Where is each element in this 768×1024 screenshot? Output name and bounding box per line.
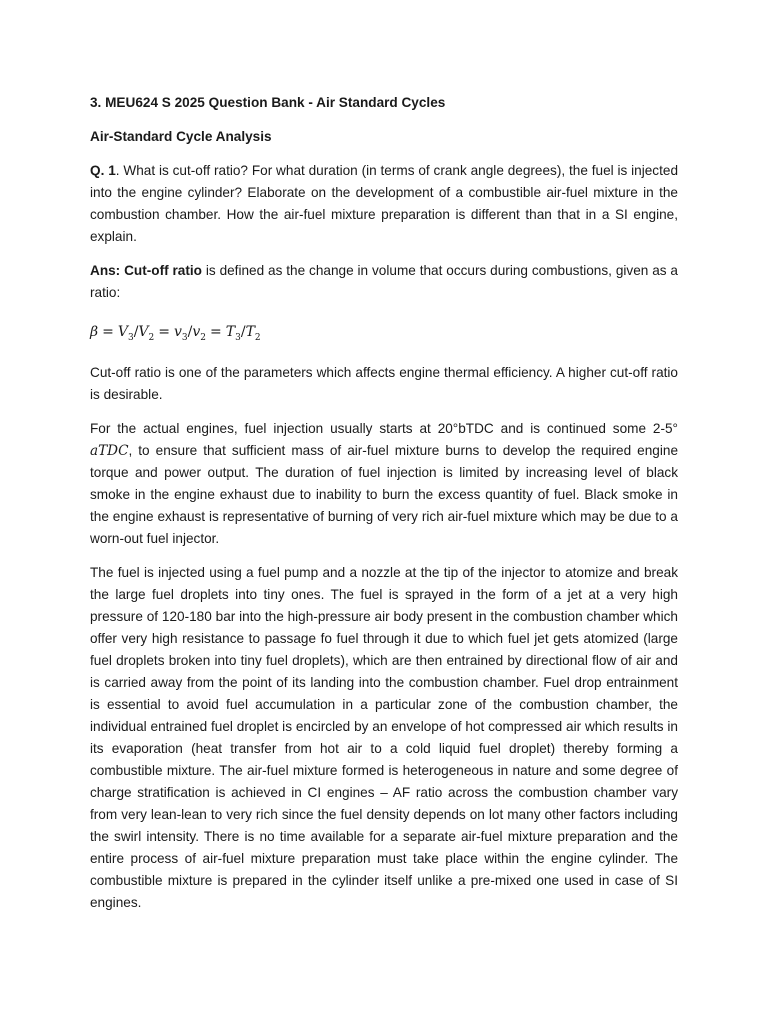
eq-v3-sub: 3 <box>181 332 188 343</box>
eq-V3-sub: 3 <box>127 332 134 343</box>
document-page <box>90 92 678 926</box>
eq-V3: V <box>117 324 128 340</box>
answer-label: Ans: <box>90 263 121 278</box>
eq-T2-sub: 2 <box>254 332 261 343</box>
answer-paragraph <box>90 260 678 304</box>
eq-slash-1: / <box>133 324 139 340</box>
document-title: 3. MEU624 S 2025 Question Bank - Air Standard Cycles <box>90 95 446 110</box>
cutoff-paragraph: Cut-off ratio is one of the parameters which affects engine thermal efficiency. A higher cut-off ratio is desirable. <box>90 364 678 402</box>
injection-text-after: , to ensure that sufficient mass of air-fuel mixture burns to develop the required engine torque and power output. The duration of fuel injection is limited by increasing level of black smoke in the engine exhaust due to inability to burn the excess quantity of fuel. Black smoke in the engine exhaust is representative of burning of very rich air-fuel mixture which may be due to a worn-out fuel injector. <box>90 442 678 546</box>
question-label: Q. 1 <box>90 163 116 178</box>
eq-equals-3: = <box>210 324 222 340</box>
eq-V2: V <box>138 324 149 340</box>
answer-definition: is defined as the change in volume that occurs during combustions, given as a ratio: <box>90 263 678 300</box>
eq-equals-1: = <box>102 324 114 340</box>
answer-term: Cut-off ratio <box>124 263 202 278</box>
eq-equals-2: = <box>158 324 170 340</box>
injection-math: aTDC <box>90 442 129 459</box>
injection-text-before: For the actual engines, fuel injection usually starts at 20°bTDC and is continued some 2-5° <box>90 420 678 436</box>
eq-V2-sub: 2 <box>148 332 155 343</box>
cutoff-ratio-equation <box>90 320 678 350</box>
mixture-paragraph: The fuel is injected using a fuel pump and a nozzle at the tip of the injector to atomize and break the large fuel droplets into tiny ones. The fuel is sprayed in the form of a jet at a very high pressure of 120-180 bar into the high-pressure air body present in the combustion chamber which offer very high resistance to passage fo fuel through it due to which fuel jet gets atomized (large fuel droplets broken into tiny fuel droplets), which are then entrained by directional flow of air and is carried away from the point of its landing into the combustion chamber. Fuel drop entrainment is essential to avoid fuel accumulation in a particular zone of the combustion chamber, the individual entrained fuel droplet is encircled by an envelope of hot compressed air which results in its evaporation (heat transfer from hot air to a cold liquid fuel droplet) thereby forming a combustible mixture. The air-fuel mixture formed is heterogeneous in nature and some degree of charge stratification is achieved in CI engines – AF ratio across the combustion chamber vary from very lean-lean to very rich since the fuel density depends on lot many other factors including the swirl intensity. There is no time available for a separate air-fuel mixture preparation and the entire process of air-fuel mixture preparation must take place within the engine cylinder. The combustible mixture is prepared in the cylinder itself unlike a pre-mixed one used in case of SI engines. <box>90 564 678 910</box>
eq-v2-sub: 2 <box>200 332 207 343</box>
question-text: . What is cut-off ratio? For what duration (in terms of crank angle degrees), the fuel is injected into the engine cylinder? Elaborate on the development of a combustible air-fuel mixture in the combustion chamber. How the air-fuel mixture preparation is different than that in a SI engine, explain. <box>90 163 679 244</box>
eq-v3: v <box>174 324 182 340</box>
eq-slash-2: / <box>187 324 193 340</box>
eq-T3-sub: 3 <box>235 332 241 343</box>
eq-beta: β <box>90 324 99 340</box>
question-paragraph <box>90 160 678 248</box>
section-heading: Air-Standard Cycle Analysis <box>90 129 272 144</box>
injection-paragraph <box>90 418 678 550</box>
eq-slash-3: / <box>240 324 246 340</box>
eq-v2: v <box>192 324 201 340</box>
eq-T3: T <box>225 324 236 340</box>
eq-T2: T <box>245 324 255 340</box>
